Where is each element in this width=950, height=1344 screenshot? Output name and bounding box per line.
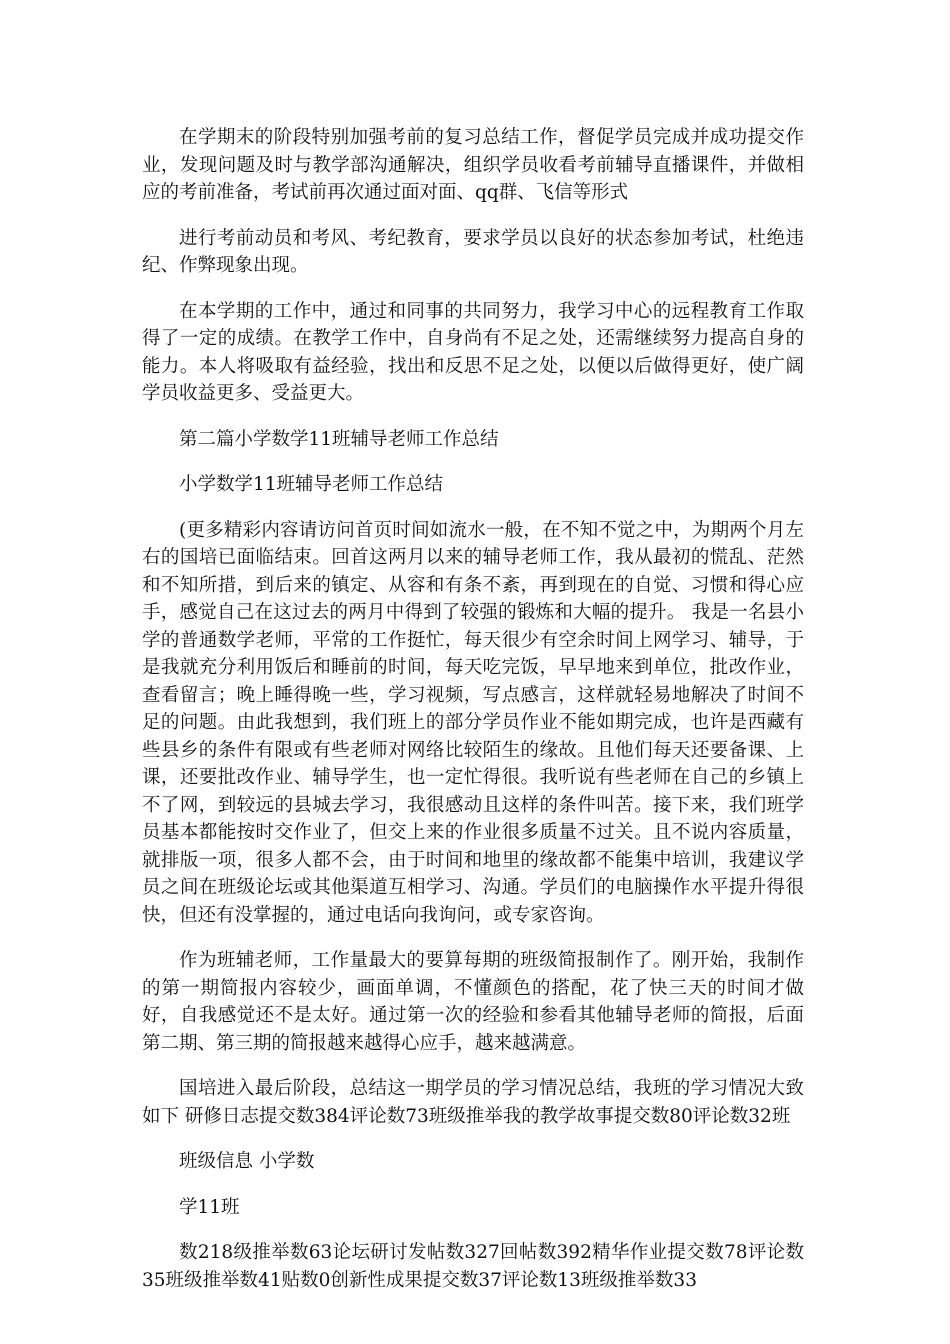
paragraph-semester-summary: 在本学期的工作中，通过和同事的共同努力，我学习中心的远程教育工作取得了一定的成绩。在教学工作中，自身尚有不足之处，还需继续努力提高自身的能力。本人将吸取有益经验，找出和反思不足之处，以便以后做得更好，使广阔学员收益更多、受益更大。 — [142, 300, 804, 404]
paragraph-exam-mobilization: 进行考前动员和考风、考纪教育，要求学员以良好的状态参加考试，杜绝违纪、作弊现象出现。 — [142, 227, 804, 276]
paragraph-tutor-experience: (更多精彩内容请访问首页时间如流水一般，在不知不觉之中，为期两个月左右的国培已面临结束。回首这两月以来的辅导老师工作，我从最初的慌乱、茫然和不知所措，到后来的镇定、从容和有条不紊，再到现在的自觉、习惯和得心应手，感觉自己在这过去的两月中得到了较强的锻炼和大幅的提升。 我是一名县小学的普通数学老师，平常的工作挺忙，每天很少有空余时间上网学习、辅导，于是我就充分利用饭后和睡前的时间，每天吃完饭，早早地来到单位，批改作业，查看留言；晚上睡得晚一些，学习视频，写点感言，这样就轻易地解决了时间不足的问题。由此我想到，我们班上的部分学员作业不能如期完成，也许是西藏有些县乡的条件有限或有些老师对网络比较陌生的缘故。且他们每天还要备课、上课，还要批改作业、辅导学生，也一定忙得很。我听说有些老师在自己的乡镇上不了网，到较远的县城去学习，我很感动且这样的条件叫苦。接下来，我们班学员基本都能按时交作业了，但交上来的作业很多质量不过关。且不说内容质量，就排版一项，很多人都不会，由于时间和地里的缘故都不能集中培训，我建议学员之间在班级论坛或其他渠道互相学习、沟通。学员们的电脑操作水平提升得很快，但还有没掌握的，通过电话向我询问，或专家咨询。 — [142, 519, 804, 926]
paragraph-class-name: 学11班 — [179, 1196, 240, 1218]
document-body — [142, 124, 804, 1312]
paragraph-class-info: 班级信息 小学数 — [179, 1151, 315, 1172]
paragraph-exam-review: 在学期末的阶段特别加强考前的复习总结工作，督促学员完成并成功提交作业，发现问题及时与教学部沟通解决，组织学员收看考前辅导直播课件，并做相应的考前准备，考试前再次通过面对面、qq群、飞信等形式 — [142, 127, 804, 203]
section-heading-part-two: 第二篇小学数学11班辅导老师工作总结 — [179, 428, 499, 450]
paragraph-class-statistics: 数218级推举数63论坛研讨发帖数327回帖数392精华作业提交数78评论数35班级推举数41贴数0创新性成果提交数37评论数13班级推举数33 — [142, 1242, 804, 1291]
paragraph-learning-statistics: 国培进入最后阶段，总结这一期学员的学习情况总结，我班的学习情况大致如下 研修日志提交数384评论数73班级推举我的教学故事提交数80评论数32班 — [142, 1078, 804, 1127]
section-title: 小学数学11班辅导老师工作总结 — [179, 474, 444, 495]
paragraph-class-bulletin: 作为班辅老师，工作量最大的要算每期的班级简报制作了。刚开始，我制作的第一期简报内容较少，画面单调，不懂颜色的搭配，花了快三天的时间才做好，自我感觉还不是太好。通过第一次的经验和参看其他辅导老师的简报，后面第二期、第三期的简报越来越得心应手，越来越满意。 — [142, 950, 804, 1054]
